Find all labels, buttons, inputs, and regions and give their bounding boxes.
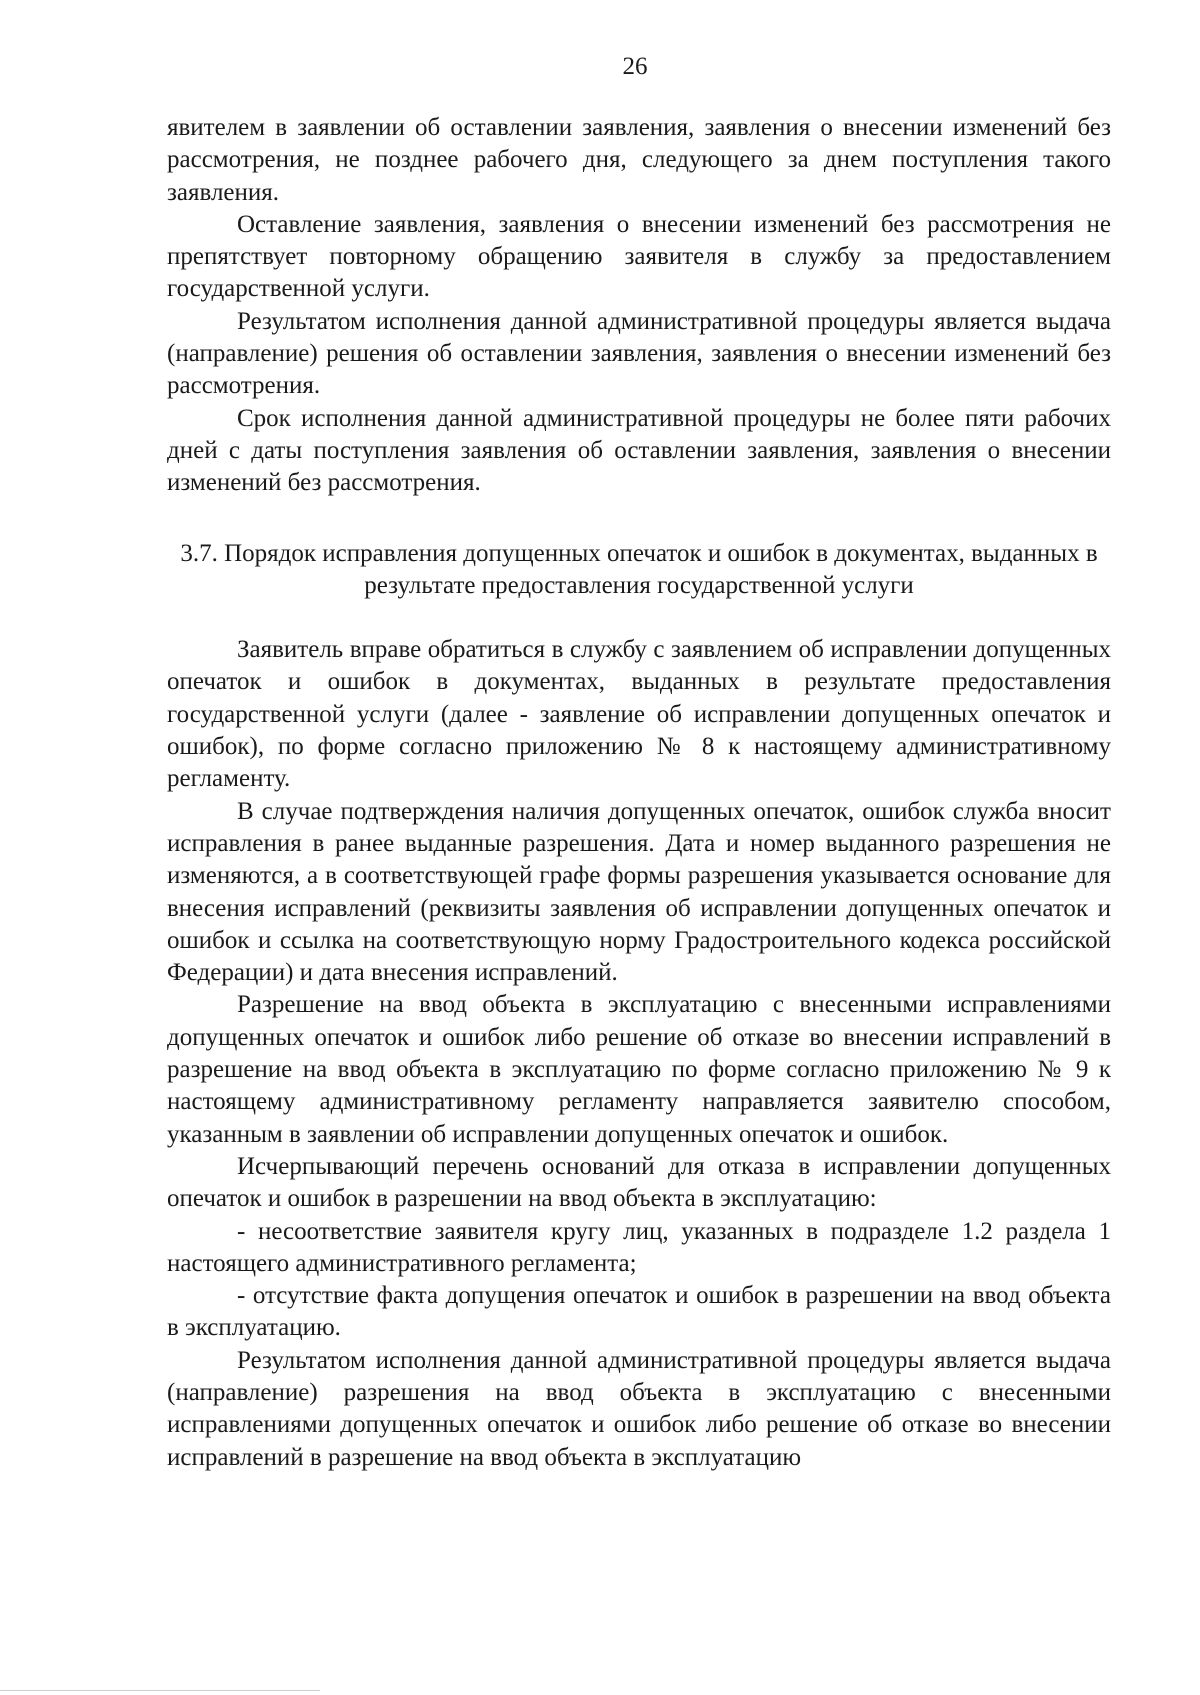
paragraph: Заявитель вправе обратиться в службу с заявлением об исправлении допущенных опечаток и ошибок в документах, выданных в результате предоставления государственной услуги (далее - заявление об исправлении допущенных опечаток и ошибок), по форме согласно приложению № 8 к настоящему административному регламенту. <box>167 636 1111 793</box>
list-item: - несоответствие заявителя кругу лиц, указанных в подразделе 1.2 раздела 1 настоящего административного регламента; <box>167 1217 1111 1277</box>
paragraph: В случае подтверждения наличия допущенных опечаток, ошибок служба вносит исправления в ранее выданные разрешения. Дата и номер выданного разрешения не изменяются, а в соответствующей графе формы разрешения указывается основание для внесения исправлений (реквизиты заявления об исправлении допущенных опечаток и ошибок и ссылка на соответствующую норму Градостроительного кодекса российской Федерации) и дата внесения исправлений. <box>167 797 1111 987</box>
paragraph: Исчерпывающий перечень оснований для отказа в исправлении допущенных опечаток и ошибок в разрешении на ввод объекта в эксплуатацию: <box>167 1152 1111 1213</box>
scan-edge-line <box>0 1690 320 1691</box>
paragraph: Результатом исполнения данной административной процедуры является выдача (направление) решения об оставлении заявления, заявления о внесении изменений без рассмотрения. <box>167 307 1111 400</box>
paragraph: Срок исполнения данной административной процедуры не более пяти рабочих дней с даты поступления заявления об оставлении заявления, заявления о внесении изменений без рассмотрения. <box>167 404 1111 497</box>
paragraph-continuation: явителем в заявлении об оставлении заявления, заявления о внесении изменений без рассмотрения, не позднее рабочего дня, следующего за днем поступления такого заявления. <box>167 114 1111 206</box>
section-heading: 3.7. Порядок исправления допущенных опечаток и ошибок в документах, выданных в результате предоставления государственной услуги <box>180 539 1098 599</box>
paragraph: Разрешение на ввод объекта в эксплуатацию с внесенными исправлениями допущенных опечаток и ошибок либо решение об отказе во внесении исправлений в разрешение на ввод объекта в эксплуатацию по форме согласно приложению № 9 к настоящему административному регламенту направляется заявителю способом, указанным в заявлении об исправлении допущенных опечаток и ошибок. <box>167 991 1111 1148</box>
list-item: - отсутствие факта допущения опечаток и ошибок в разрешении на ввод объекта в эксплуатацию. <box>167 1282 1111 1342</box>
document-body <box>167 112 1111 1474</box>
page-number: 26 <box>622 53 648 80</box>
paragraph: Результатом исполнения данной административной процедуры является выдача (направление) разрешения на ввод объекта в эксплуатацию с внесенными исправлениями допущенных опечаток и ошибок либо решение об отказе во внесении исправлений в разрешение на ввод объекта в эксплуатацию <box>167 1346 1111 1471</box>
paragraph: Оставление заявления, заявления о внесении изменений без рассмотрения не препятствует повторному обращению заявителя в службу за предоставлением государственной услуги. <box>167 210 1111 303</box>
